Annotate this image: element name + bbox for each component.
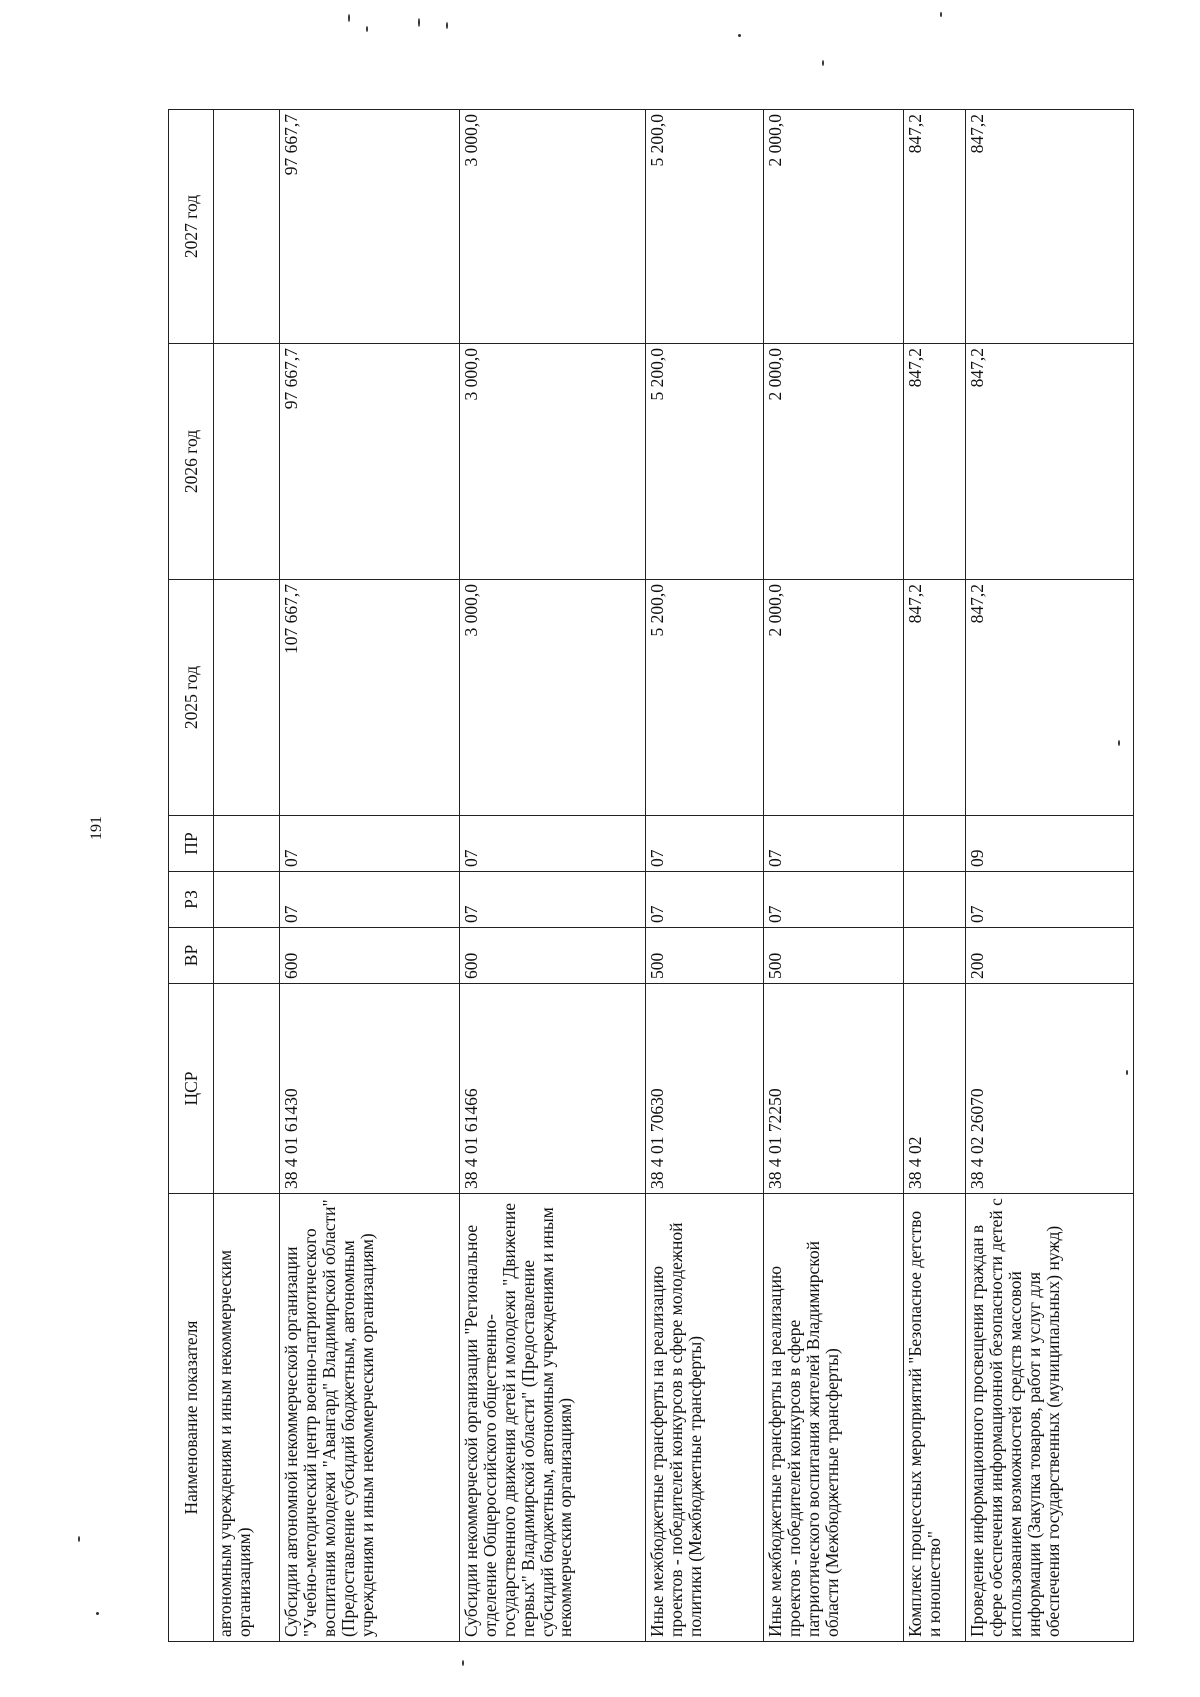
row-rz: 07	[280, 872, 460, 928]
row-name: Комплекс процессных мероприятий "Безопасное детство и юношество"	[904, 1194, 966, 1642]
row-rz	[214, 872, 280, 928]
table-row	[646, 110, 764, 1642]
scan-speck	[738, 34, 741, 37]
scan-speck	[78, 1536, 80, 1542]
row-2027	[214, 110, 280, 344]
row-vr: 500	[646, 928, 764, 984]
row-2025: 3 000,0	[460, 580, 646, 816]
row-vr: 600	[280, 928, 460, 984]
row-vr	[214, 928, 280, 984]
row-name: Иные межбюджетные трансферты на реализацию проектов - победителей конкурсов в сфере патриотического воспитания жителей Владимирской области (Межбюджетные трансферты)	[764, 1194, 904, 1642]
scan-speck	[462, 1660, 464, 1666]
row-pr: 07	[280, 816, 460, 872]
row-pr: 07	[460, 816, 646, 872]
row-2026: 3 000,0	[460, 344, 646, 580]
table-row	[904, 110, 966, 1642]
row-csr: 38 4 01 61430	[280, 984, 460, 1194]
row-rz: 07	[966, 872, 1134, 928]
row-name: Субсидии автономной некоммерческой организации "Учебно-методический центр военно-патриотического воспитания молодежи "Авангард" Владимирской области" (Предоставление субсидий бюджетным, автономным учреждениям и иным некоммерческим организациям)	[280, 1194, 460, 1642]
header-2026: 2026 год	[169, 344, 214, 580]
row-2027: 5 200,0	[646, 110, 764, 344]
row-2027: 847,2	[904, 110, 966, 344]
row-vr: 600	[460, 928, 646, 984]
row-2025: 847,2	[904, 580, 966, 816]
row-csr	[214, 984, 280, 1194]
row-2026: 2 000,0	[764, 344, 904, 580]
row-vr: 200	[966, 928, 1134, 984]
row-2025: 847,2	[966, 580, 1134, 816]
header-vr: ВР	[169, 928, 214, 984]
row-2025: 5 200,0	[646, 580, 764, 816]
row-2027: 97 667,7	[280, 110, 460, 344]
table-row	[764, 110, 904, 1642]
row-pr: 09	[966, 816, 1134, 872]
row-name: Проведение информационного просвещения граждан в сфере обеспечения информационной безопасности детей с использованием возможностей средств массовой информации (Закупка товаров, работ и услуг для обеспечения государственных (муниципальных) нужд)	[966, 1194, 1134, 1642]
row-2027: 2 000,0	[764, 110, 904, 344]
row-vr	[904, 928, 966, 984]
header-2027: 2027 год	[169, 110, 214, 344]
row-name: автономным учреждениям и иным некоммерческим организациям)	[214, 1194, 280, 1642]
table-header-row	[169, 110, 214, 1642]
row-2027: 847,2	[966, 110, 1134, 344]
table-row	[214, 110, 280, 1642]
row-vr: 500	[764, 928, 904, 984]
row-pr	[904, 816, 966, 872]
header-pr: ПР	[169, 816, 214, 872]
table-row	[966, 110, 1134, 1642]
row-2026: 847,2	[966, 344, 1134, 580]
row-pr: 07	[646, 816, 764, 872]
scan-speck	[418, 18, 420, 27]
header-csr: ЦСР	[169, 984, 214, 1194]
scan-speck	[940, 12, 942, 17]
header-rz: РЗ	[169, 872, 214, 928]
row-2026: 97 667,7	[280, 344, 460, 580]
budget-table	[168, 109, 1134, 1642]
scan-speck	[1126, 1070, 1128, 1075]
scan-speck	[446, 22, 448, 29]
scan-speck	[96, 1612, 99, 1615]
row-2026: 847,2	[904, 344, 966, 580]
row-csr: 38 4 02	[904, 984, 966, 1194]
page-number: 191	[88, 816, 105, 840]
row-rz: 07	[764, 872, 904, 928]
row-2025: 2 000,0	[764, 580, 904, 816]
row-2026: 5 200,0	[646, 344, 764, 580]
row-pr: 07	[764, 816, 904, 872]
row-pr	[214, 816, 280, 872]
row-name: Иные межбюджетные трансферты на реализацию проектов - победителей конкурсов в сфере молодежной политики (Межбюджетные трансферты)	[646, 1194, 764, 1642]
rotated-table-wrapper	[168, 110, 1128, 1642]
row-csr: 38 4 01 61466	[460, 984, 646, 1194]
scan-speck	[348, 14, 350, 22]
row-2025: 107 667,7	[280, 580, 460, 816]
row-csr: 38 4 01 70630	[646, 984, 764, 1194]
scan-speck	[1118, 740, 1120, 746]
header-2025: 2025 год	[169, 580, 214, 816]
row-2025	[214, 580, 280, 816]
row-2026	[214, 344, 280, 580]
table-row	[460, 110, 646, 1642]
row-rz: 07	[646, 872, 764, 928]
row-2027: 3 000,0	[460, 110, 646, 344]
row-csr: 38 4 01 72250	[764, 984, 904, 1194]
row-rz	[904, 872, 966, 928]
row-name: Субсидии некоммерческой организации "Региональное отделение Общероссийского общественно-государственного движения детей и молодежи "Движение первых" Владимирской области" (Предоставление субсидий бюджетным, автономным учреждениям и иным некоммерческим организациям)	[460, 1194, 646, 1642]
scan-speck	[366, 26, 368, 32]
scan-speck	[822, 60, 824, 66]
row-csr: 38 4 02 26070	[966, 984, 1134, 1194]
row-rz: 07	[460, 872, 646, 928]
table-row	[280, 110, 460, 1642]
header-name: Наименование показателя	[169, 1194, 214, 1642]
